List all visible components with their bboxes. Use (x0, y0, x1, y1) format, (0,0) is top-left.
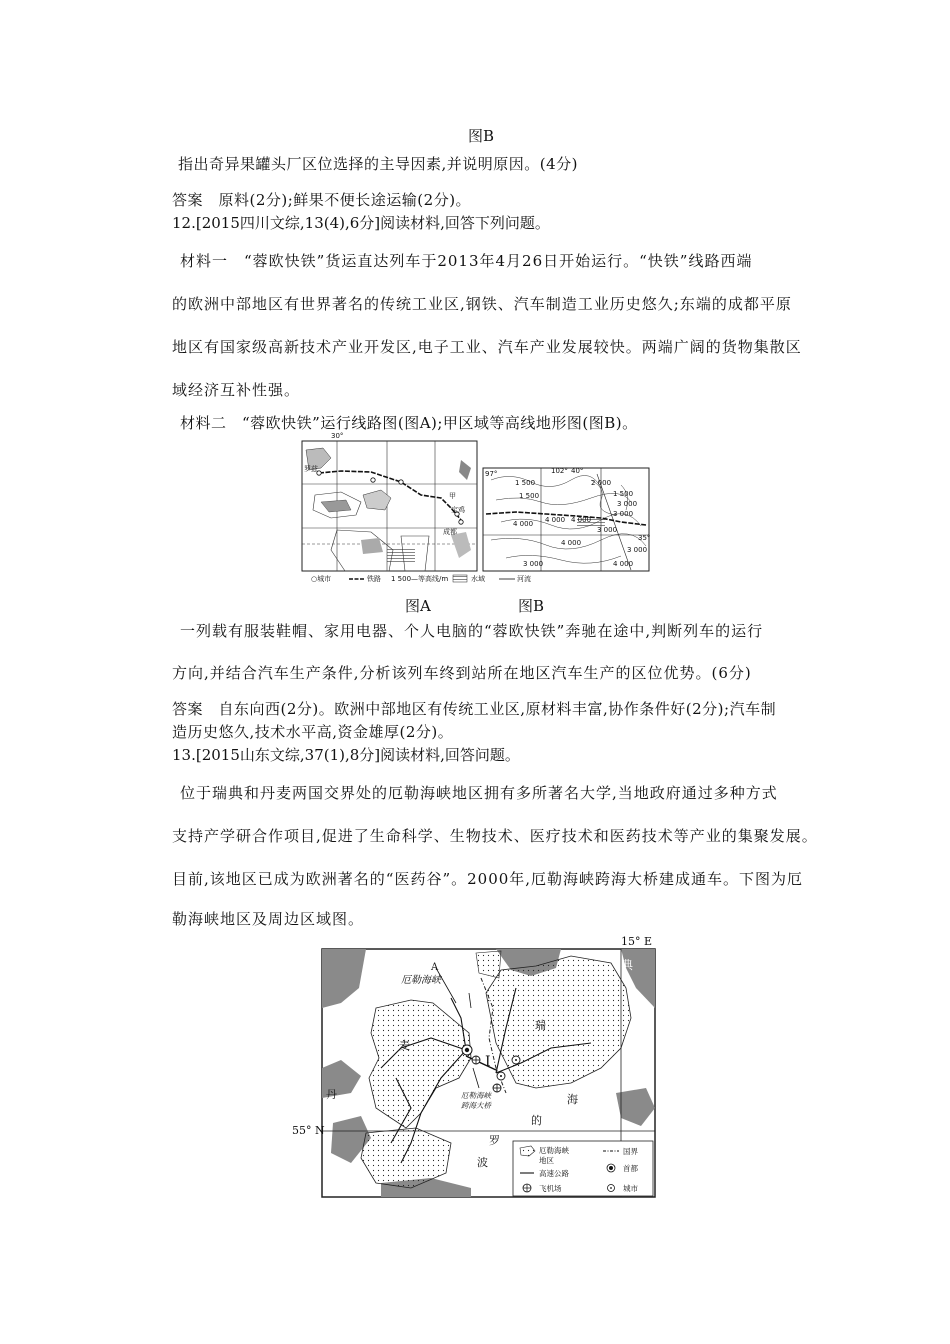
svg-text:飞机场: 飞机场 (539, 1184, 562, 1193)
svg-text:4 000: 4 000 (561, 539, 582, 547)
q13-text-line: 位于瑞典和丹麦两国交界处的厄勒海峡地区拥有多所著名大学,当地政府通过多种方式 (180, 784, 778, 802)
place-label: 宝鸡 (451, 506, 465, 514)
q12-material1-line: 材料一 “蓉欧快铁”货运直达列车于2013年4月26日开始运行。“快铁”线路西端 (180, 252, 753, 270)
point-a-label: A (431, 962, 439, 973)
lon-label: 30° (331, 432, 344, 440)
country-label: 麦 (399, 1039, 410, 1052)
strait-label: 厄勒海峡 (401, 975, 441, 986)
svg-text:3 000: 3 000 (627, 546, 648, 554)
legend-river: 河流 (517, 575, 531, 583)
lat-label: 55° N (292, 1124, 325, 1137)
svg-text:3 000: 3 000 (523, 560, 544, 568)
legend-railway: 铁路 (367, 575, 381, 583)
sea-label: 波 (477, 1156, 488, 1169)
map-b-frame (483, 468, 649, 571)
legend-city: ○城市 (311, 575, 332, 583)
svg-text:97°: 97° (485, 470, 498, 478)
svg-text:1 500: 1 500 (519, 492, 540, 500)
svg-text:4 000: 4 000 (545, 516, 566, 524)
q12-material2: 材料二 “蓉欧快铁”运行线路图(图A);甲区域等高线地形图(图B)。 (180, 414, 638, 432)
place-label: 罗兹 (304, 465, 318, 473)
q12-material1-line: 地区有国家级高新技术产业开发区,电子工业、汽车产业发展较快。两端广阔的货物集散区 (172, 338, 802, 356)
oresund-map (321, 935, 656, 1198)
q13-text-line: 目前,该地区已成为欧洲著名的“医药谷”。2000年,厄勒海峡跨海大桥建成通车。下图为厄 (172, 870, 804, 888)
q12-answer-line: 答案 自东向西(2分)。欧洲中部地区有传统工业区,原材料丰富,协作条件好(2分);汽车制 (172, 700, 777, 718)
svg-text:国界: 国界 (623, 1147, 638, 1156)
q11-answer: 答案 原料(2分);鲜果不便长途运输(2分)。 (172, 191, 472, 209)
legend-contour: 1 500—等高线/m (391, 575, 449, 583)
svg-text:厄勒海峡: 厄勒海峡 (539, 1146, 569, 1155)
svg-text:4 000: 4 000 (613, 560, 634, 568)
sea-label: 海 (567, 1093, 578, 1106)
svg-text:1 500: 1 500 (515, 479, 536, 487)
svg-text:102°: 102° (551, 467, 568, 475)
sea-label: 罗 (489, 1134, 500, 1147)
caption-fig-a: 图A (405, 597, 431, 615)
sea-label: 的 (531, 1114, 542, 1127)
place-label: 成都 (443, 528, 457, 536)
svg-text:35°: 35° (638, 534, 651, 542)
caption-fig-b: 图B (518, 597, 545, 615)
q13-text-line: 支持产学研合作项目,促进了生命科学、生物技术、医疗技术和医药技术等产业的集聚发展。 (172, 827, 818, 845)
svg-text:3 000: 3 000 (597, 526, 618, 534)
place-label: 甲 (449, 492, 456, 500)
svg-text:高速公路: 高速公路 (539, 1169, 569, 1178)
lon-label: 15° E (621, 935, 653, 948)
q13-text-line: 勒海峡地区及周边区域图。 (172, 910, 365, 928)
svg-text:40°: 40° (571, 467, 584, 475)
q13-header: 13.[2015山东文综,37(1),8分]阅读材料,回答问题。 (172, 746, 520, 764)
route-map-figure (301, 432, 653, 583)
roman-numeral-label: Ⅰ (485, 1054, 491, 1070)
svg-text:3 000: 3 000 (617, 500, 638, 508)
q12-question-line: 方向,并结合汽车生产条件,分析该列车终到站所在地区汽车生产的区位优势。(6分) (172, 664, 752, 682)
svg-text:4 000: 4 000 (513, 520, 534, 528)
legend-water: 水域 (471, 575, 485, 583)
svg-text:地区: 地区 (539, 1156, 554, 1165)
q12-answer-line: 造历史悠久,技术水平高,资金雄厚(2分)。 (172, 723, 454, 741)
bridge-label: 跨海大桥 (461, 1101, 491, 1110)
svg-text:2 000: 2 000 (591, 479, 612, 487)
country-label: 瑞 (535, 1019, 546, 1032)
svg-text:城市: 城市 (623, 1184, 638, 1193)
svg-text:首都: 首都 (623, 1164, 638, 1173)
q11-text: 指出奇异果罐头厂区位选择的主导因素,并说明原因。(4分) (178, 155, 579, 173)
q12-material1-line: 域经济互补性强。 (172, 381, 301, 399)
q12-header: 12.[2015四川文综,13(4),6分]阅读材料,回答下列问题。 (172, 214, 550, 232)
q12-question-line: 一列载有服装鞋帽、家用电器、个人电脑的“蓉欧快铁”奔驰在途中,判断列车的运行 (180, 622, 764, 640)
svg-text:4 000: 4 000 (571, 516, 592, 524)
svg-text:1 500: 1 500 (613, 490, 634, 498)
bridge-label: 厄勒海峡 (461, 1091, 491, 1100)
svg-text:3 000: 3 000 (613, 510, 634, 518)
oresund-map-svg (321, 935, 656, 1198)
q12-material1-line: 的欧洲中部地区有世界著名的传统工业区,钢铁、汽车制造工业历史悠久;东端的成都平原 (172, 295, 792, 313)
route-map-svg (301, 432, 653, 583)
country-label: 典 (621, 958, 634, 972)
fig-b-caption: 图B (468, 127, 495, 145)
country-label: 丹 (326, 1088, 337, 1101)
